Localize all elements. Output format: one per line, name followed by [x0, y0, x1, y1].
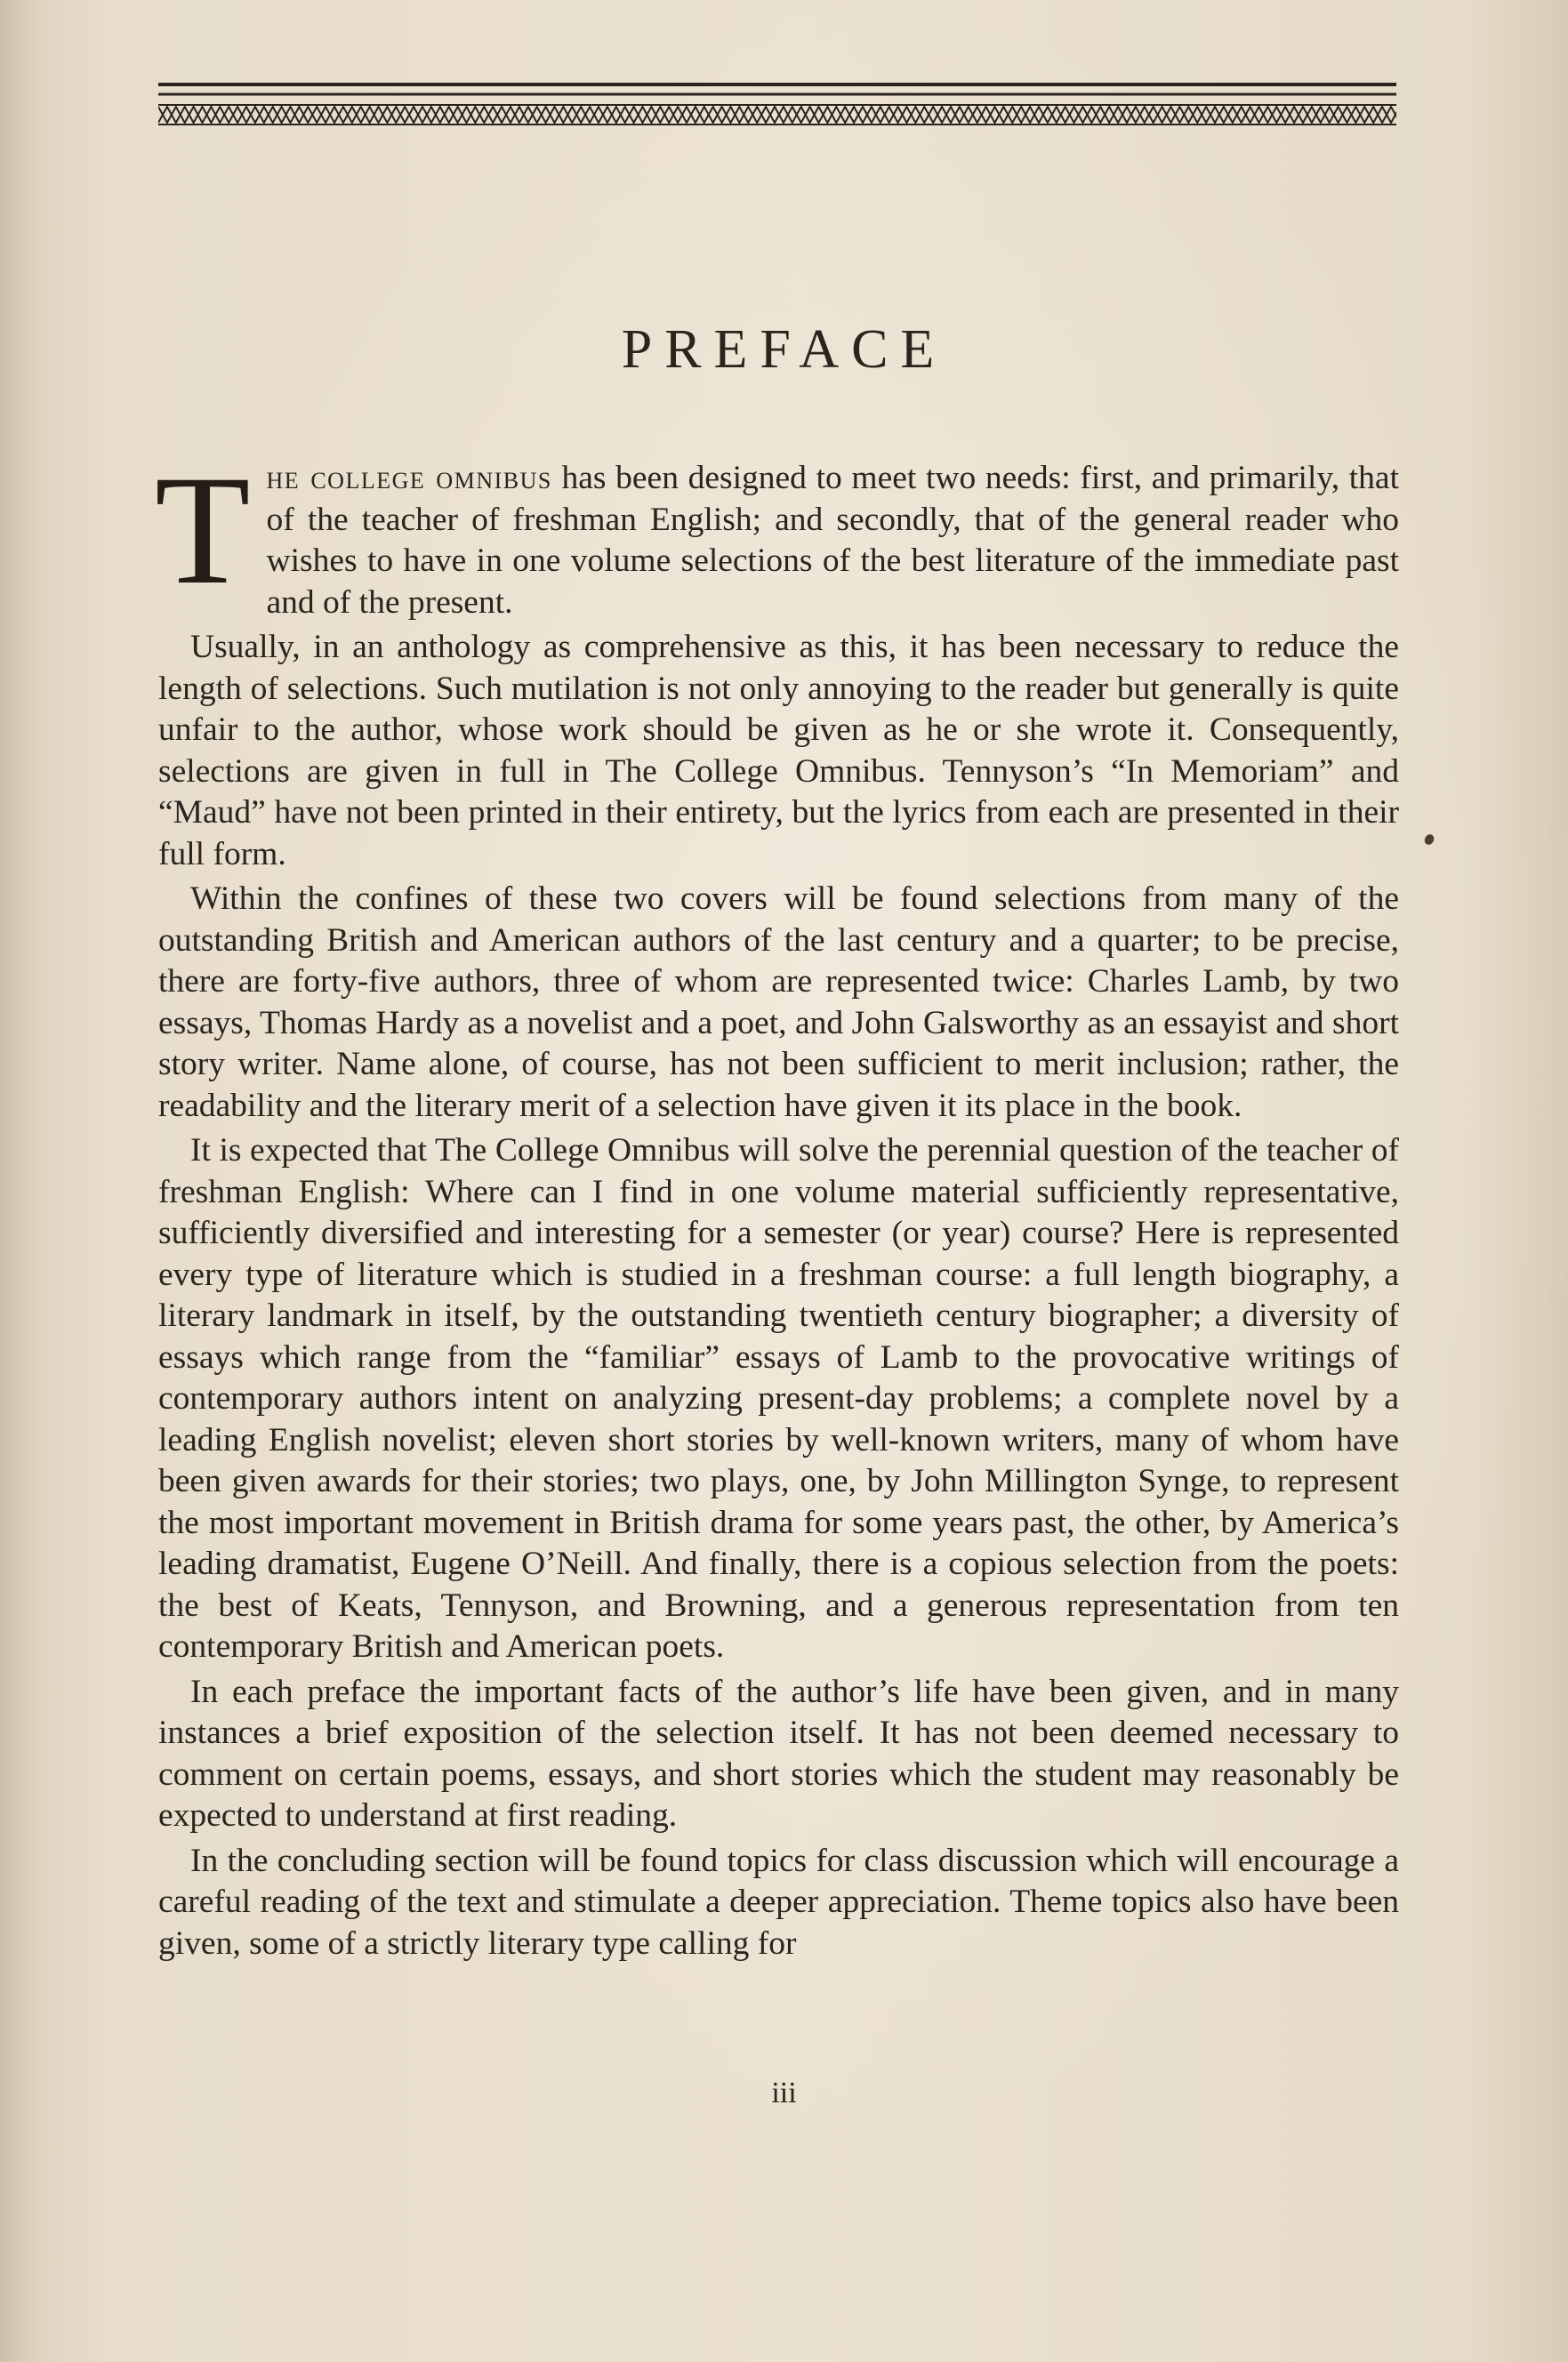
paragraph-5: In each preface the important facts of the author’s life have been given, and in many instances a brief exposition of the selection itself. It has not been deemed necessary to comment on certain poems, essays, and short stories which the student may reasonably be expected to understand at first reading. — [158, 1673, 1399, 1834]
drop-cap: T — [155, 444, 251, 617]
page-title: PREFACE — [621, 319, 947, 380]
preface-body — [155, 444, 1399, 1968]
paragraph-1 — [155, 444, 1399, 623]
paragraph-6: In the concluding section will be found topics for class discussion which will encourage a careful reading of the text and stimulate a deeper appreciation. Theme topics also have been given, some of a strictly literary type calling for — [158, 1842, 1399, 1962]
paragraph-1-text: has been designed to meet two needs: first, and primarily, that of the teacher of freshman English; and secondly, that of the general reader who wishes to have in one volume selections of the best literature of the immediate past and of the present. — [266, 460, 1399, 621]
header-ornament-rule — [158, 82, 1396, 132]
paragraph-2: Usually, in an anthology as comprehensive as this, it has been necessary to reduce the length of selections. Such mutilation is not only annoying to the reader but generally is quite unfair to the author, whose work should be given as he or she wrote it. Consequently, selections are given in full in The College Omnibus. Tennyson’s “In Memoriam” and “Maud” have not been printed in their entirety, but the lyrics from each are presented in their full form. — [158, 629, 1399, 872]
paragraph-3: Within the confines of these two covers will be found selections from many of the outstanding British and American authors of the last century and a quarter; to be precise, there are forty-five authors, three of whom are represented twice: Charles Lamb, by two essays, Thomas Hardy as a novelist and a poet, and John Galsworthy as an essayist and short story writer. Name alone, of course, has not been sufficient to merit inclusion; rather, the readability and the literary merit of a selection have given it its place in the book. — [158, 880, 1399, 1124]
page-number: iii — [771, 2077, 797, 2109]
ink-speck — [1423, 832, 1436, 846]
zigzag-border-ornament — [158, 82, 1396, 132]
lead-small-caps: he college omnibus — [266, 460, 552, 496]
paragraph-4: It is expected that The College Omnibus will solve the perennial question of the teacher of freshman English: Where can I find in one volume material sufficiently representative, sufficiently diversified and interesting for a semester (or year) course? Here is represented every type of literature which is studied in a freshman course: a full length biography, a literary landmark in itself, by the outstanding twentieth century biographer; a diversity of essays which range from the “familiar” essays of Lamb to the provocative writings of contemporary authors intent on analyzing present-day problems; a complete novel by a leading English novelist; eleven short stories by well-known writers, many of whom have been given awards for their stories; two plays, one, by John Millington Synge, to represent the most important movement in British drama for some years past, the other, by America’s leading dramatist, Eugene O’Neill. And finally, there is a copious selection from the poets: the best of Keats, Tennyson, and Browning, and a generous representation from ten contemporary British and American poets. — [158, 1132, 1399, 1665]
